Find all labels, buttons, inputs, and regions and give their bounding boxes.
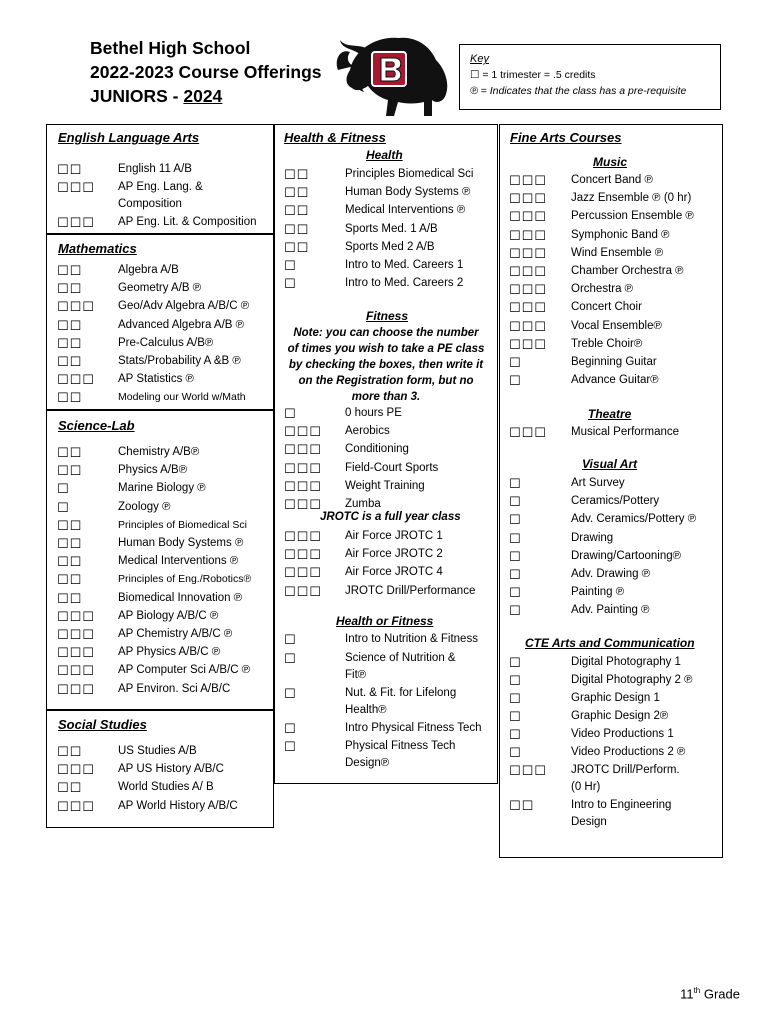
key-box bbox=[459, 44, 721, 110]
health-fitness-course-name: Intro Physical Fitness Tech bbox=[345, 722, 482, 734]
grade-suffix: th bbox=[693, 986, 701, 995]
music-course-name: Beginning Guitar bbox=[571, 356, 657, 368]
math-course-name: Geo/Adv Algebra A/B/C ℗ bbox=[118, 300, 250, 313]
ela-title: English Language Arts bbox=[58, 130, 200, 145]
science-course-checkbox[interactable]: ☐☐ bbox=[57, 554, 83, 570]
jrotc-course-name: JROTC Drill/Performance bbox=[345, 584, 476, 597]
science-course-name: Zoology ℗ bbox=[118, 500, 171, 513]
music-course-name: Concert Choir bbox=[571, 301, 642, 314]
visual-art-course-name: Drawing bbox=[571, 531, 614, 544]
math-course-name: Algebra A/B bbox=[118, 264, 179, 276]
music-course-name: Vocal Ensemble℗ bbox=[571, 319, 662, 332]
fitness-course-name: Conditioning bbox=[345, 443, 409, 456]
class-line bbox=[90, 84, 322, 108]
cte-course-name: Video Productions 1 bbox=[571, 728, 674, 740]
ela-course-checkbox[interactable]: ☐☐☐ bbox=[57, 179, 95, 195]
music-course-name: Orchestra ℗ bbox=[571, 283, 634, 296]
science-course-name: Biomedical Innovation ℗ bbox=[118, 591, 243, 604]
health-fitness-title: Health & Fitness bbox=[284, 130, 386, 145]
fitness-course-checkbox[interactable]: ☐☐☐ bbox=[284, 497, 322, 512]
science-course-name: Marine Biology ℗ bbox=[118, 482, 206, 495]
music-course-name: Symphonic Band ℗ bbox=[571, 228, 670, 241]
cte-course-name: Digital Photography 1 bbox=[571, 656, 681, 668]
fitness-course-checkbox[interactable]: ☐☐☐ bbox=[284, 478, 322, 494]
fitness-note-line: Note: you can choose the number bbox=[293, 327, 479, 339]
science-course-name: AP Physics A/B/C ℗ bbox=[118, 646, 221, 659]
math-course-checkbox[interactable]: ☐☐ bbox=[57, 281, 83, 297]
visual-art-course-checkbox[interactable]: ☐ bbox=[509, 512, 522, 528]
health-fitness-course-name: Intro to Nutrition & Fitness bbox=[345, 633, 478, 645]
science-title: Science-Lab bbox=[58, 418, 135, 433]
science-course-name: Physics A/B℗ bbox=[118, 464, 188, 477]
music-course-name: Wind Ensemble ℗ bbox=[571, 246, 664, 259]
music-course-name: Percussion Ensemble ℗ bbox=[571, 210, 694, 223]
health-course-name: Medical Interventions ℗ bbox=[345, 204, 466, 217]
cte-course-checkbox[interactable]: ☐ bbox=[509, 745, 522, 760]
visual-art-course-name: Painting ℗ bbox=[571, 586, 625, 599]
science-course-checkbox[interactable]: ☐ bbox=[57, 499, 70, 515]
social-course-checkbox[interactable]: ☐☐ bbox=[57, 744, 83, 759]
key-prerequisite: ℗ = Indicates that the class has a pre-requisite bbox=[470, 85, 687, 97]
health-subtitle: Health bbox=[366, 148, 403, 162]
math-course-checkbox[interactable]: ☐☐ bbox=[57, 390, 83, 406]
health-course-checkbox[interactable]: ☐☐ bbox=[284, 167, 310, 182]
health-fitness-course-checkbox[interactable]: ☐ bbox=[284, 721, 297, 736]
cte-course-checkbox[interactable]: ☐ bbox=[509, 727, 522, 742]
grade-number: 11 bbox=[680, 986, 694, 1002]
cte-course-name: Graphic Design 1 bbox=[571, 692, 660, 704]
science-course-checkbox[interactable]: ☐☐☐ bbox=[57, 608, 95, 624]
fitness-subtitle: Fitness bbox=[366, 309, 409, 323]
ela-course-name: Composition bbox=[118, 198, 182, 210]
visual-art-course-checkbox[interactable]: ☐ bbox=[509, 585, 522, 601]
music-course-checkbox[interactable]: ☐☐☐ bbox=[509, 173, 547, 188]
social-course-checkbox[interactable]: ☐☐ bbox=[57, 780, 83, 796]
health-fitness-course-checkbox[interactable]: ☐ bbox=[284, 686, 297, 701]
health-fitness-course-name: Health℗ bbox=[345, 704, 387, 716]
music-course-checkbox[interactable]: ☐☐☐ bbox=[509, 300, 547, 316]
health-course-checkbox[interactable]: ☐☐ bbox=[284, 185, 310, 201]
theatre-subtitle: Theatre bbox=[588, 407, 632, 421]
social-course-name: AP World History A/B/C bbox=[118, 799, 238, 812]
science-course-checkbox[interactable]: ☐☐☐ bbox=[57, 681, 95, 697]
cte-course-checkbox[interactable]: ☐ bbox=[509, 673, 522, 688]
offerings-title: 2022-2023 Course Offerings bbox=[90, 62, 322, 82]
health-course-name: Sports Med 2 A/B bbox=[345, 240, 435, 253]
health-fitness-course-name: Physical Fitness Tech bbox=[345, 740, 456, 752]
science-course-checkbox[interactable]: ☐☐ bbox=[57, 445, 83, 460]
social-course-name: World Studies A/ B bbox=[118, 781, 214, 794]
music-course-checkbox[interactable]: ☐☐☐ bbox=[509, 191, 547, 207]
math-title: Mathematics bbox=[58, 241, 137, 256]
visual-art-course-name: Ceramics/Pottery bbox=[571, 495, 660, 508]
music-course-name: Jazz Ensemble ℗ (0 hr) bbox=[571, 192, 692, 205]
cte-course-checkbox[interactable]: ☐ bbox=[509, 691, 522, 706]
jrotc-course-checkbox[interactable]: ☐☐☐ bbox=[284, 583, 322, 599]
health-course-name: Principles Biomedical Sci bbox=[345, 168, 474, 180]
jrotc-course-checkbox[interactable]: ☐☐☐ bbox=[284, 529, 322, 544]
fitness-course-checkbox[interactable]: ☐ bbox=[284, 406, 297, 421]
cte-course-name: (0 Hr) bbox=[571, 781, 601, 793]
visual-art-subtitle: Visual Art bbox=[582, 457, 638, 471]
health-fitness-course-name: Fit℗ bbox=[345, 669, 367, 681]
science-course-name: Chemistry A/B℗ bbox=[118, 446, 200, 458]
health-fitness-course-name: Science of Nutrition & bbox=[345, 652, 456, 664]
jrotc-course-name: Air Force JROTC 2 bbox=[345, 548, 443, 561]
health-fitness-course-name: Nut. & Fit. for Lifelong bbox=[345, 687, 457, 699]
jrotc-course-name: Air Force JROTC 1 bbox=[345, 530, 443, 542]
music-course-checkbox[interactable]: ☐ bbox=[509, 373, 522, 389]
cte-course-checkbox[interactable]: ☐☐☐ bbox=[509, 763, 547, 778]
music-course-checkbox[interactable]: ☐☐☐ bbox=[509, 245, 547, 261]
math-course-checkbox[interactable]: ☐☐ bbox=[57, 317, 83, 333]
math-course-name: AP Statistics ℗ bbox=[118, 373, 195, 386]
key-trimester: ☐ = 1 trimester = .5 credits bbox=[470, 69, 596, 81]
math-course-name: Stats/Probability A &B ℗ bbox=[118, 355, 241, 367]
cte-course-checkbox[interactable]: ☐ bbox=[509, 655, 522, 670]
visual-art-course-name: Adv. Painting ℗ bbox=[571, 604, 650, 617]
key-label: Key bbox=[470, 53, 489, 65]
ela-course-name: English 11 A/B bbox=[118, 163, 192, 175]
science-course-checkbox[interactable]: ☐☐ bbox=[57, 536, 83, 551]
visual-art-course-checkbox[interactable]: ☐ bbox=[509, 494, 522, 510]
visual-art-course-name: Adv. Drawing ℗ bbox=[571, 568, 651, 580]
fitness-note-line: more than 3. bbox=[351, 391, 421, 403]
fitness-course-checkbox[interactable]: ☐☐☐ bbox=[284, 442, 322, 458]
science-course-checkbox[interactable]: ☐☐ bbox=[57, 572, 83, 588]
health-course-name: Intro to Med. Careers 1 bbox=[345, 259, 464, 271]
music-course-checkbox[interactable]: ☐☐☐ bbox=[509, 264, 547, 279]
visual-art-course-name: Adv. Ceramics/Pottery ℗ bbox=[571, 513, 697, 526]
visual-art-course-checkbox[interactable]: ☐ bbox=[509, 476, 522, 491]
cte-course-checkbox[interactable]: ☐ bbox=[509, 709, 522, 724]
music-course-checkbox[interactable]: ☐ bbox=[509, 355, 522, 370]
social-title: Social Studies bbox=[58, 717, 147, 732]
ela-course-checkbox[interactable]: ☐☐ bbox=[57, 162, 83, 177]
fitness-course-name: Aerobics bbox=[345, 425, 390, 438]
science-course-name: Human Body Systems ℗ bbox=[118, 537, 244, 549]
jrotc-note: JROTC is a full year class bbox=[320, 511, 461, 523]
health-fitness-course-checkbox[interactable]: ☐ bbox=[284, 739, 297, 754]
math-course-name: Geometry A/B ℗ bbox=[118, 282, 202, 295]
health-or-fitness-subtitle: Health or Fitness bbox=[336, 614, 434, 628]
visual-art-course-checkbox[interactable]: ☐ bbox=[509, 567, 522, 582]
science-course-name: AP Computer Sci A/B/C ℗ bbox=[118, 664, 251, 677]
fitness-course-name: 0 hours PE bbox=[345, 407, 402, 419]
cte-course-name: Digital Photography 2 ℗ bbox=[571, 674, 693, 686]
jrotc-course-checkbox[interactable]: ☐☐☐ bbox=[284, 565, 322, 581]
page-title bbox=[90, 36, 322, 108]
health-fitness-course-checkbox[interactable]: ☐ bbox=[284, 651, 297, 666]
ela-course-checkbox[interactable]: ☐☐☐ bbox=[57, 214, 95, 230]
visual-art-course-checkbox[interactable]: ☐ bbox=[509, 530, 522, 546]
music-subtitle: Music bbox=[593, 155, 628, 169]
science-course-checkbox[interactable]: ☐☐ bbox=[57, 463, 83, 479]
fitness-course-checkbox[interactable]: ☐☐☐ bbox=[284, 460, 322, 476]
ela-course-name: AP Eng. Lit. & Composition bbox=[118, 215, 257, 228]
music-course-name: Chamber Orchestra ℗ bbox=[571, 265, 684, 277]
science-course-checkbox[interactable]: ☐☐ bbox=[57, 590, 83, 606]
music-course-checkbox[interactable]: ☐☐☐ bbox=[509, 318, 547, 334]
science-course-checkbox[interactable]: ☐ bbox=[57, 481, 70, 497]
cte-course-name: Video Productions 2 ℗ bbox=[571, 746, 686, 758]
fitness-note-line: on the Registration form, but no bbox=[298, 375, 474, 387]
math-course-checkbox[interactable]: ☐☐ bbox=[57, 354, 83, 369]
music-course-checkbox[interactable]: ☐☐☐ bbox=[509, 227, 547, 243]
visual-art-course-checkbox[interactable]: ☐ bbox=[509, 548, 522, 564]
class-label: JUNIORS - bbox=[90, 86, 184, 106]
health-course-checkbox[interactable]: ☐ bbox=[284, 258, 297, 273]
jrotc-course-checkbox[interactable]: ☐☐☐ bbox=[284, 547, 322, 563]
music-course-checkbox[interactable]: ☐☐☐ bbox=[509, 336, 547, 352]
math-course-checkbox[interactable]: ☐☐☐ bbox=[57, 372, 95, 388]
cte-course-name: Intro to Engineering bbox=[571, 799, 672, 811]
science-course-name: Principles of Biomedical Sci bbox=[118, 518, 247, 531]
fine-arts-title: Fine Arts Courses bbox=[510, 130, 622, 145]
fitness-note-line: of times you wish to take a PE class bbox=[287, 343, 485, 355]
health-course-name: Intro to Med. Careers 2 bbox=[345, 277, 464, 290]
health-fitness-course-name: Design℗ bbox=[345, 757, 390, 769]
cte-course-name: JROTC Drill/Perform. bbox=[571, 764, 680, 776]
class-year: 2024 bbox=[183, 86, 223, 106]
cte-subtitle: CTE Arts and Communication bbox=[525, 636, 695, 650]
bison-logo-icon bbox=[332, 30, 454, 122]
fitness-course-name: Zumba bbox=[345, 498, 381, 510]
social-course-checkbox[interactable]: ☐☐☐ bbox=[57, 762, 95, 778]
visual-art-course-checkbox[interactable]: ☐ bbox=[509, 603, 522, 619]
science-course-checkbox[interactable]: ☐☐☐ bbox=[57, 627, 95, 642]
visual-art-course-name: Art Survey bbox=[571, 477, 625, 489]
grade-label bbox=[680, 986, 740, 1001]
grade-text: Grade bbox=[700, 986, 740, 1002]
visual-art-course-name: Drawing/Cartooning℗ bbox=[571, 549, 682, 562]
math-course-name: Pre-Calculus A/B℗ bbox=[118, 336, 214, 349]
health-course-name: Human Body Systems ℗ bbox=[345, 186, 471, 199]
fitness-course-name: Field-Court Sports bbox=[345, 461, 439, 474]
theatre-course-name: Musical Performance bbox=[571, 426, 680, 438]
music-course-checkbox[interactable]: ☐☐☐ bbox=[509, 282, 547, 298]
math-course-name: Modeling our World w/Math bbox=[118, 391, 246, 404]
cte-course-name: Design bbox=[571, 816, 607, 828]
music-course-name: Concert Band ℗ bbox=[571, 174, 653, 186]
music-course-name: Advance Guitar℗ bbox=[571, 374, 659, 387]
math-course-checkbox[interactable]: ☐☐☐ bbox=[57, 299, 95, 315]
health-course-checkbox[interactable]: ☐☐ bbox=[284, 203, 310, 219]
science-course-name: AP Biology A/B/C ℗ bbox=[118, 609, 219, 622]
social-course-name: AP US History A/B/C bbox=[118, 763, 224, 776]
fitness-course-checkbox[interactable]: ☐☐☐ bbox=[284, 424, 322, 440]
math-course-checkbox[interactable]: ☐☐ bbox=[57, 335, 83, 351]
music-course-checkbox[interactable]: ☐☐☐ bbox=[509, 209, 547, 225]
cte-course-name: Graphic Design 2℗ bbox=[571, 710, 669, 722]
science-course-name: Principles of Eng./Robotics℗ bbox=[118, 573, 252, 586]
jrotc-course-name: Air Force JROTC 4 bbox=[345, 566, 443, 579]
math-course-name: Advanced Algebra A/B ℗ bbox=[118, 318, 245, 331]
social-course-checkbox[interactable]: ☐☐☐ bbox=[57, 798, 95, 814]
fitness-course-name: Weight Training bbox=[345, 479, 425, 492]
health-course-checkbox[interactable]: ☐ bbox=[284, 276, 297, 292]
school-name: Bethel High School bbox=[90, 38, 251, 58]
ela-course-name: AP Eng. Lang. & bbox=[118, 180, 203, 193]
music-course-name: Treble Choir℗ bbox=[571, 337, 643, 350]
science-course-checkbox[interactable]: ☐☐☐ bbox=[57, 645, 95, 661]
health-course-checkbox[interactable]: ☐☐ bbox=[284, 221, 310, 237]
fitness-note-line: by checking the boxes, then write it bbox=[288, 359, 484, 371]
science-course-name: Medical Interventions ℗ bbox=[118, 555, 239, 568]
social-course-name: US Studies A/B bbox=[118, 745, 197, 757]
science-course-checkbox[interactable]: ☐☐☐ bbox=[57, 663, 95, 679]
theatre-course-checkbox[interactable]: ☐☐☐ bbox=[509, 425, 547, 440]
science-course-name: AP Environ. Sci A/B/C bbox=[118, 682, 231, 695]
health-course-checkbox[interactable]: ☐☐ bbox=[284, 239, 310, 255]
science-course-checkbox[interactable]: ☐☐ bbox=[57, 517, 83, 533]
science-course-name: AP Chemistry A/B/C ℗ bbox=[118, 628, 233, 640]
health-fitness-course-checkbox[interactable]: ☐ bbox=[284, 632, 297, 647]
health-course-name: Sports Med. 1 A/B bbox=[345, 222, 438, 235]
cte-course-checkbox[interactable]: ☐☐ bbox=[509, 798, 535, 813]
math-course-checkbox[interactable]: ☐☐ bbox=[57, 263, 83, 278]
